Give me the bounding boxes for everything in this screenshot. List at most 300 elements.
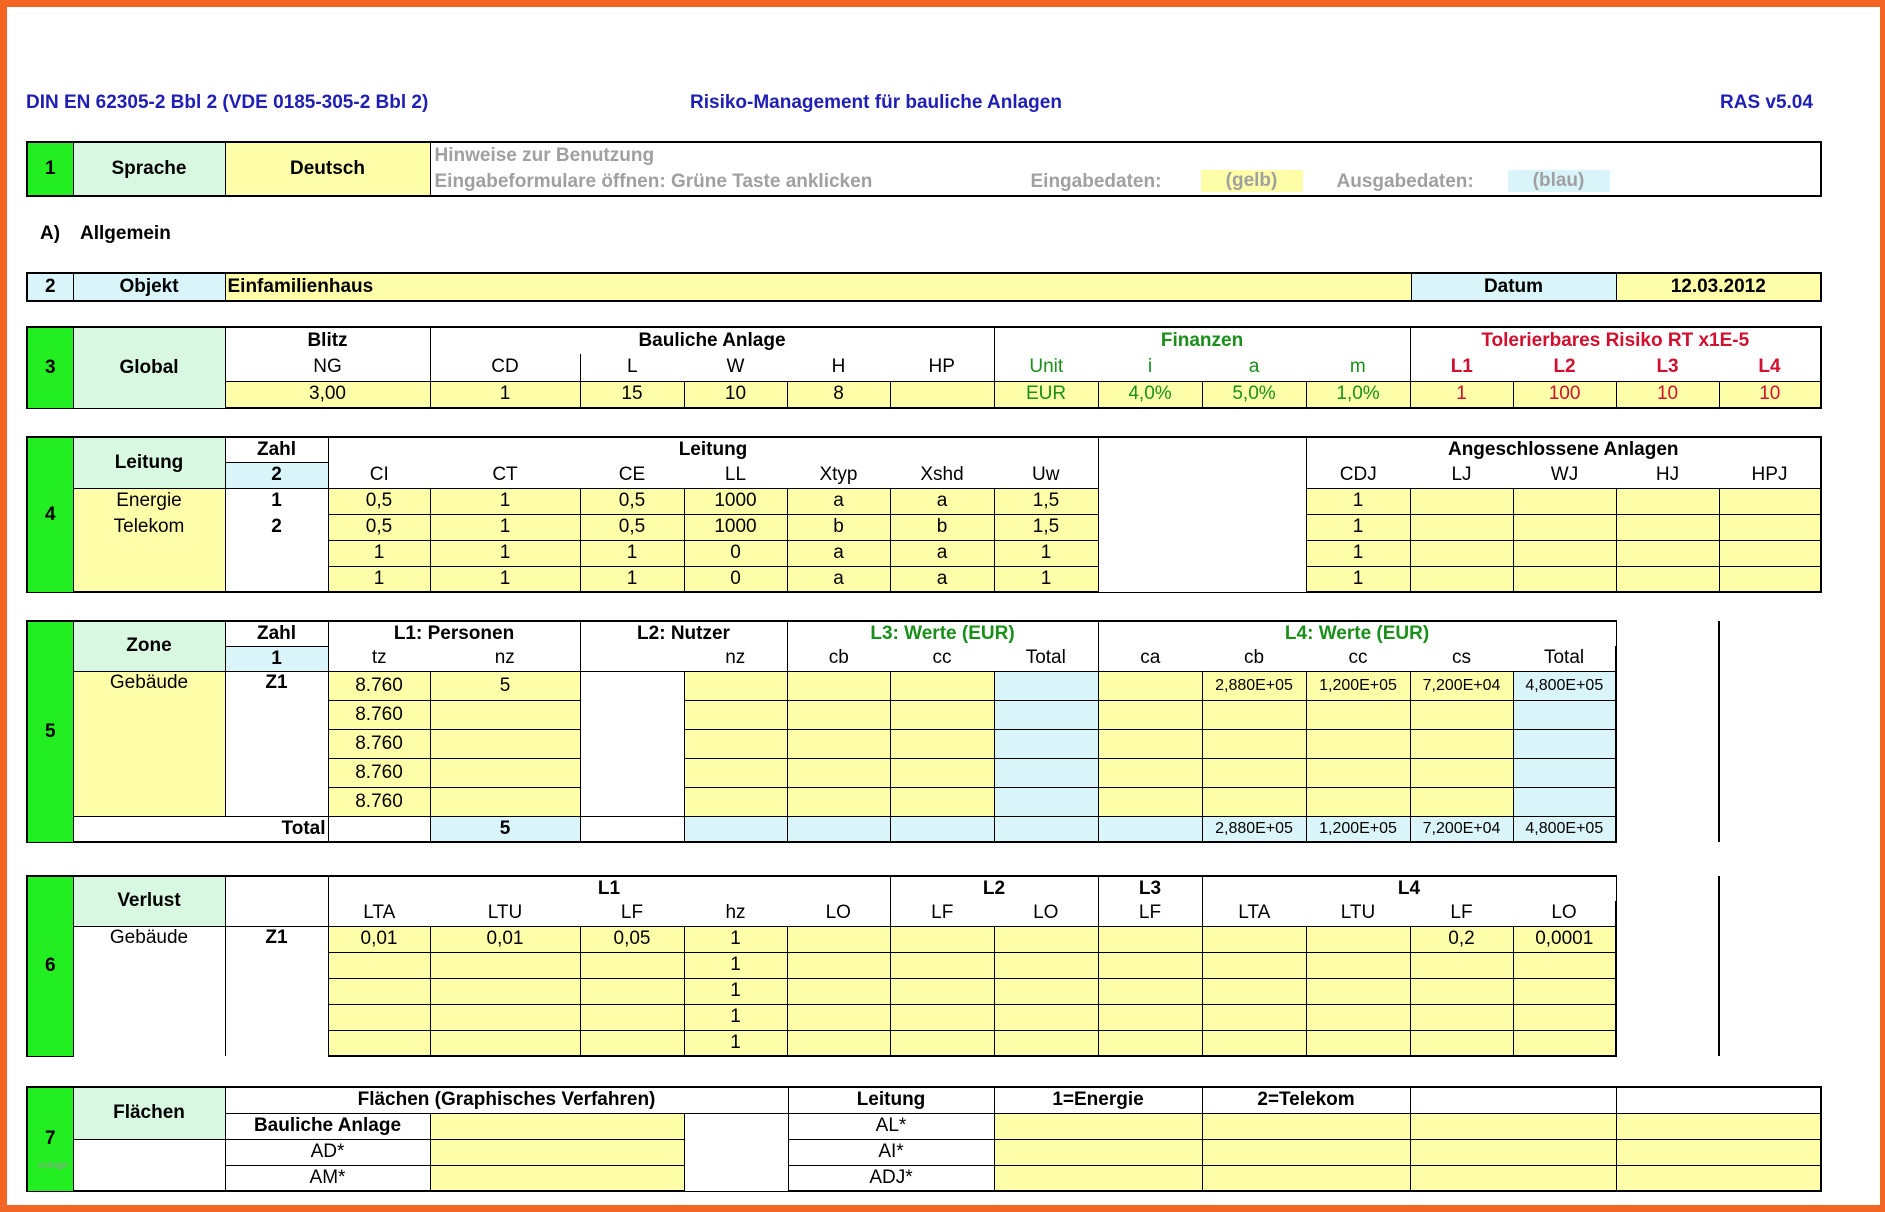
l-input[interactable]: 15 (580, 381, 684, 408)
rt-l2-input[interactable]: 100 (1513, 381, 1616, 408)
cell[interactable] (1513, 514, 1616, 540)
zone-spacer (1616, 621, 1719, 842)
cell[interactable]: 0,5 (328, 514, 430, 540)
cell[interactable] (328, 1030, 430, 1056)
cell[interactable] (890, 700, 994, 729)
cell[interactable]: 8.760 (328, 787, 430, 816)
cell[interactable] (1202, 729, 1306, 758)
cell[interactable]: 1 (1306, 514, 1410, 540)
cell[interactable]: 1 (430, 540, 580, 566)
cell[interactable] (580, 978, 684, 1004)
cell[interactable] (1098, 1030, 1202, 1056)
cell[interactable] (890, 729, 994, 758)
cell[interactable] (787, 729, 890, 758)
rt-l1-input[interactable]: 1 (1410, 381, 1513, 408)
blank (684, 1113, 788, 1191)
section-3-button[interactable]: 3 (27, 327, 73, 408)
line-num-1: 1 (225, 488, 328, 514)
cell[interactable] (1616, 1165, 1821, 1191)
cell[interactable] (1410, 488, 1513, 514)
cell[interactable]: 1 (684, 978, 787, 1004)
cell[interactable] (1410, 700, 1513, 729)
cell[interactable]: 5 (430, 671, 580, 700)
risiko-header: Tolerierbares Risiko RT x1E-5 (1410, 327, 1821, 354)
cell[interactable] (1098, 1004, 1202, 1030)
cell[interactable] (1306, 978, 1410, 1004)
cell[interactable] (1202, 926, 1306, 952)
col-lo4: LO (1513, 901, 1616, 926)
output-cell (994, 758, 1098, 787)
cell[interactable] (994, 1139, 1202, 1165)
cell[interactable] (1616, 514, 1719, 540)
cell[interactable]: 1 (994, 566, 1098, 592)
ad-label: AD* (225, 1139, 430, 1165)
output-cell (994, 787, 1098, 816)
cell[interactable] (1616, 540, 1719, 566)
l1-header: L1 (328, 876, 890, 901)
cell[interactable] (890, 952, 994, 978)
cell[interactable]: a (890, 488, 994, 514)
cell[interactable]: a (890, 540, 994, 566)
cell[interactable] (1202, 1004, 1306, 1030)
ng-input[interactable]: 3,00 (225, 381, 430, 408)
cell[interactable] (1306, 952, 1410, 978)
col-wj: WJ (1513, 462, 1616, 488)
cell[interactable] (787, 926, 890, 952)
cell[interactable] (890, 1030, 994, 1056)
cell[interactable] (430, 1004, 580, 1030)
cell[interactable] (1410, 978, 1513, 1004)
col-lf4: LF (1410, 901, 1513, 926)
cell[interactable] (1306, 1030, 1410, 1056)
cell[interactable] (890, 671, 994, 700)
cell[interactable] (1098, 787, 1202, 816)
col-cd: CD (430, 354, 580, 381)
cell[interactable] (1202, 758, 1306, 787)
cell[interactable] (1306, 787, 1410, 816)
cell[interactable]: 8.760 (328, 729, 430, 758)
cell[interactable] (1202, 952, 1306, 978)
section-3-global (26, 326, 1822, 409)
col-lj: LJ (1410, 462, 1513, 488)
line-num-3 (225, 540, 328, 566)
cell[interactable]: 1 (580, 566, 684, 592)
cell[interactable] (1202, 1113, 1410, 1139)
cell[interactable] (1719, 488, 1821, 514)
col-ltu4: LTU (1306, 901, 1410, 926)
output-cell (1513, 729, 1616, 758)
i-input[interactable]: 4,0% (1098, 381, 1202, 408)
cell[interactable] (1719, 540, 1821, 566)
cell[interactable] (580, 952, 684, 978)
cell[interactable] (890, 926, 994, 952)
l4-header: L4 (1202, 876, 1616, 901)
cell[interactable] (1410, 787, 1513, 816)
cell[interactable]: a (787, 488, 890, 514)
cell[interactable] (787, 1030, 890, 1056)
col-total: Total (994, 646, 1098, 671)
zahl-label: Zahl (225, 437, 328, 462)
section-4-leitung (26, 436, 1822, 593)
hp-input[interactable] (890, 381, 994, 408)
cell[interactable] (684, 758, 787, 787)
cell[interactable] (430, 1030, 580, 1056)
cell[interactable]: 1 (994, 540, 1098, 566)
output-cell (1513, 700, 1616, 729)
verlust-spacer (1616, 876, 1719, 1056)
cell[interactable] (890, 978, 994, 1004)
zone-id: Z1 (225, 671, 328, 816)
cell[interactable] (430, 729, 580, 758)
usage-hints (430, 142, 1821, 196)
bauliche-anlage-header: Bauliche Anlage (430, 327, 994, 354)
cell[interactable] (684, 671, 787, 700)
col-uw: Uw (994, 462, 1098, 488)
h-input[interactable]: 8 (787, 381, 890, 408)
col-cc: cc (890, 646, 994, 671)
object-input[interactable]: Einfamilienhaus (225, 273, 1411, 301)
col-cdj: CDJ (1306, 462, 1410, 488)
l3-header: L3: Werte (EUR) (787, 621, 1098, 646)
cell[interactable] (1098, 729, 1202, 758)
cell[interactable]: 1 (328, 540, 430, 566)
leitung-header: Leitung (788, 1087, 994, 1113)
cell[interactable] (430, 978, 580, 1004)
cell[interactable] (787, 978, 890, 1004)
cell[interactable]: 1,5 (994, 514, 1098, 540)
cell[interactable]: 0,01 (430, 926, 580, 952)
cell[interactable]: 1 (684, 1030, 787, 1056)
col-ce: CE (580, 462, 684, 488)
line-num-4 (225, 566, 328, 592)
output-legend-swatch: (blau) (1508, 170, 1610, 192)
section-5-button[interactable]: 5 (27, 621, 73, 842)
total-nz: 5 (430, 816, 580, 842)
cell[interactable]: 8.760 (328, 700, 430, 729)
output-cell (684, 816, 787, 842)
blank (1616, 1087, 1821, 1113)
cell[interactable]: 0 (684, 566, 787, 592)
finanzen-header: Finanzen (994, 327, 1410, 354)
cell[interactable] (994, 1030, 1098, 1056)
section-1-language (26, 141, 1822, 197)
cell[interactable] (994, 1113, 1202, 1139)
cell[interactable]: a (787, 566, 890, 592)
cell[interactable]: 0,05 (580, 926, 684, 952)
total-cb: 2,880E+05 (1202, 816, 1306, 842)
cell[interactable] (1202, 700, 1306, 729)
cell[interactable]: 1 (1306, 540, 1410, 566)
line-name-energie[interactable]: Energie (73, 488, 225, 514)
rt-l3-input[interactable]: 10 (1616, 381, 1719, 408)
cell[interactable] (890, 1004, 994, 1030)
cell[interactable] (890, 787, 994, 816)
cell[interactable] (787, 700, 890, 729)
cell[interactable]: 0,5 (580, 488, 684, 514)
col-ci: CI (328, 462, 430, 488)
cell[interactable] (328, 978, 430, 1004)
cell[interactable] (1410, 1113, 1616, 1139)
cell[interactable]: 1000 (684, 514, 787, 540)
global-label: Global (73, 327, 225, 408)
output-cell (994, 816, 1098, 842)
cell[interactable] (1202, 978, 1306, 1004)
cell[interactable]: 1 (684, 1004, 787, 1030)
cell[interactable]: 1,5 (994, 488, 1098, 514)
cell[interactable] (1513, 1030, 1616, 1056)
cell[interactable]: 0,0001 (1513, 926, 1616, 952)
cell[interactable]: 8.760 (328, 671, 430, 700)
cell[interactable] (994, 978, 1098, 1004)
col-l1: L1 (1410, 354, 1513, 381)
cell[interactable] (994, 926, 1098, 952)
cell[interactable] (994, 1165, 1202, 1191)
date-input[interactable]: 12.03.2012 (1616, 273, 1821, 301)
l2-header: L2: Nutzer (580, 621, 787, 646)
cell[interactable]: 1 (684, 926, 787, 952)
section-7-button[interactable]: 7 (27, 1087, 73, 1191)
col-total4: Total (1513, 646, 1616, 671)
cell[interactable] (1098, 671, 1202, 700)
flaechen-label: Flächen (73, 1087, 225, 1139)
cell[interactable] (1410, 1139, 1616, 1165)
cell[interactable] (1513, 566, 1616, 592)
cell[interactable] (430, 1165, 684, 1191)
m-input[interactable]: 1,0% (1306, 381, 1410, 408)
cell[interactable] (430, 1113, 684, 1139)
cell[interactable] (1719, 566, 1821, 592)
cell[interactable] (1202, 1165, 1410, 1191)
cell[interactable] (430, 700, 580, 729)
cell[interactable] (787, 671, 890, 700)
col-l4: L4 (1719, 354, 1821, 381)
col-ct: CT (430, 462, 580, 488)
output-cell: 4,800E+05 (1513, 671, 1616, 700)
cell[interactable] (1410, 952, 1513, 978)
cell[interactable] (1513, 540, 1616, 566)
cell[interactable]: 7,200E+04 (1410, 671, 1513, 700)
cell[interactable]: 1 (328, 566, 430, 592)
cell[interactable]: 1 (580, 540, 684, 566)
cell[interactable] (430, 787, 580, 816)
cell[interactable] (1616, 566, 1719, 592)
cell[interactable] (1410, 758, 1513, 787)
output-cell (994, 671, 1098, 700)
cell[interactable] (580, 1004, 684, 1030)
version-label: RAS v5.04 (1720, 92, 1813, 113)
output-cell (1513, 758, 1616, 787)
rt-l4-input[interactable]: 10 (1719, 381, 1821, 408)
cell[interactable] (1513, 952, 1616, 978)
col-ltu: LTU (430, 901, 580, 926)
output-cell (994, 700, 1098, 729)
cell[interactable] (1202, 787, 1306, 816)
zahl-label: Zahl (225, 621, 328, 646)
l3-header: L3 (1098, 876, 1202, 901)
cell[interactable] (684, 729, 787, 758)
cell[interactable] (1410, 566, 1513, 592)
cell[interactable] (580, 1030, 684, 1056)
col-hj: HJ (1616, 462, 1719, 488)
cell[interactable] (994, 1004, 1098, 1030)
cell[interactable] (1098, 978, 1202, 1004)
zone-label: Zone (73, 621, 225, 671)
cell[interactable]: 1 (1306, 488, 1410, 514)
cell[interactable] (684, 787, 787, 816)
col-cb4: cb (1202, 646, 1306, 671)
col-lta4: LTA (1202, 901, 1306, 926)
cell[interactable]: 1 (684, 952, 787, 978)
cell[interactable] (430, 1139, 684, 1165)
watermark: vorlage (38, 1160, 68, 1170)
zone-id: Z1 (225, 926, 328, 1056)
col-ng: NG (225, 354, 430, 381)
date-label: Datum (1411, 273, 1616, 301)
cell[interactable] (1098, 926, 1202, 952)
cell[interactable] (328, 1004, 430, 1030)
col-hp: HP (890, 354, 994, 381)
cell[interactable] (1098, 952, 1202, 978)
cell[interactable]: 1 (1306, 566, 1410, 592)
cell[interactable]: 2,880E+05 (1202, 671, 1306, 700)
input-legend-swatch: (gelb) (1201, 170, 1303, 192)
cell[interactable]: a (787, 540, 890, 566)
cell[interactable] (1410, 1165, 1616, 1191)
cell[interactable] (684, 700, 787, 729)
cell[interactable] (1306, 758, 1410, 787)
section-1-button[interactable]: 1 (27, 142, 73, 196)
line-name-telekom[interactable]: Telekom (73, 514, 225, 540)
cell[interactable]: 1,200E+05 (1306, 671, 1410, 700)
l2-header: L2 (890, 876, 1098, 901)
cell[interactable] (1306, 1004, 1410, 1030)
output-cell (890, 816, 994, 842)
cell[interactable] (1410, 1030, 1513, 1056)
cell[interactable] (994, 952, 1098, 978)
cell[interactable]: 1 (430, 566, 580, 592)
cell[interactable]: 0,5 (328, 488, 430, 514)
bauliche-anlage-label: Bauliche Anlage (225, 1113, 430, 1139)
cell[interactable] (1719, 514, 1821, 540)
cell[interactable] (1513, 978, 1616, 1004)
cell[interactable] (787, 758, 890, 787)
cell[interactable] (787, 787, 890, 816)
cell[interactable] (1202, 1139, 1410, 1165)
object-label: Objekt (73, 273, 225, 301)
leitung-header: Leitung (328, 437, 1098, 462)
col-i: i (1147, 356, 1153, 378)
cell[interactable] (1616, 1113, 1821, 1139)
col-l2: L2 (1553, 356, 1576, 378)
cell[interactable]: 1 (430, 514, 580, 540)
cell[interactable] (1410, 540, 1513, 566)
col-hz: hz (684, 901, 787, 926)
cell[interactable] (430, 758, 580, 787)
cell[interactable]: 1 (430, 488, 580, 514)
cell[interactable] (1410, 1004, 1513, 1030)
cell[interactable] (1513, 488, 1616, 514)
output-cell (1098, 816, 1202, 842)
a-input[interactable]: 5,0% (1202, 381, 1306, 408)
col-l3: L3 (1656, 356, 1679, 378)
cell[interactable] (1513, 1004, 1616, 1030)
cell[interactable] (1306, 700, 1410, 729)
col-xtyp: Xtyp (787, 462, 890, 488)
line-name-4[interactable] (73, 566, 225, 592)
standard-title: DIN EN 62305-2 Bbl 2 (VDE 0185-305-2 Bbl 2) (26, 92, 429, 113)
section-a-title: Allgemein (80, 223, 171, 244)
graph-header: Flächen (Graphisches Verfahren) (225, 1087, 788, 1113)
col-l: L (626, 356, 638, 378)
cell[interactable]: 0,5 (580, 514, 684, 540)
cell[interactable]: b (787, 514, 890, 540)
col-hpj: HPJ (1719, 462, 1821, 488)
leitung-spacer (1098, 437, 1306, 592)
cd-input[interactable]: 1 (430, 381, 580, 408)
l4-header: L4: Werte (EUR) (1098, 621, 1616, 646)
section-4-button[interactable]: 4 (27, 437, 73, 592)
output-cell (994, 729, 1098, 758)
cell[interactable] (787, 952, 890, 978)
leitung-label: Leitung (73, 437, 225, 488)
hint-title: Hinweise zur Benutzung (434, 145, 655, 166)
cell[interactable]: 8.760 (328, 758, 430, 787)
language-label: Sprache (73, 142, 225, 196)
line-name-3[interactable] (73, 540, 225, 566)
al-label: AL* (788, 1113, 994, 1139)
section-6-button[interactable]: 6 (27, 876, 73, 1056)
cell[interactable] (1306, 926, 1410, 952)
section-5-zone (26, 620, 1822, 843)
col-cb: cb (787, 646, 890, 671)
cell[interactable]: 1000 (684, 488, 787, 514)
unit-input[interactable]: EUR (994, 381, 1098, 408)
col-lta: LTA (328, 901, 430, 926)
cell[interactable] (1098, 758, 1202, 787)
cell[interactable] (1616, 1139, 1821, 1165)
cell[interactable] (1410, 729, 1513, 758)
input-legend-label: Eingabedaten: (1030, 171, 1162, 192)
cell[interactable]: b (890, 514, 994, 540)
zone-name[interactable]: Gebäude (73, 671, 225, 816)
cell[interactable] (1098, 700, 1202, 729)
cell[interactable] (890, 758, 994, 787)
cell[interactable] (1306, 729, 1410, 758)
cell[interactable] (787, 1004, 890, 1030)
cell[interactable]: 0,01 (328, 926, 430, 952)
total-blank (580, 816, 684, 842)
energie-header: 1=Energie (994, 1087, 1202, 1113)
cell[interactable]: 0,2 (1410, 926, 1513, 952)
total-cs: 7,200E+04 (1410, 816, 1513, 842)
col-unit: Unit (994, 354, 1098, 381)
cell[interactable] (1410, 514, 1513, 540)
col-cc4: cc (1306, 646, 1410, 671)
cell[interactable] (328, 952, 430, 978)
w-input[interactable]: 10 (684, 381, 787, 408)
total-label: Total (73, 816, 328, 842)
telekom-header: 2=Telekom (1202, 1087, 1410, 1113)
zahl-value: 1 (225, 646, 328, 671)
language-select[interactable]: Deutsch (225, 142, 430, 196)
col-lf: LF (580, 901, 684, 926)
cell[interactable]: a (890, 566, 994, 592)
cell[interactable] (1616, 488, 1719, 514)
cell[interactable] (430, 952, 580, 978)
cell[interactable]: 0 (684, 540, 787, 566)
col-cs: cs (1410, 646, 1513, 671)
cell[interactable] (1202, 1030, 1306, 1056)
